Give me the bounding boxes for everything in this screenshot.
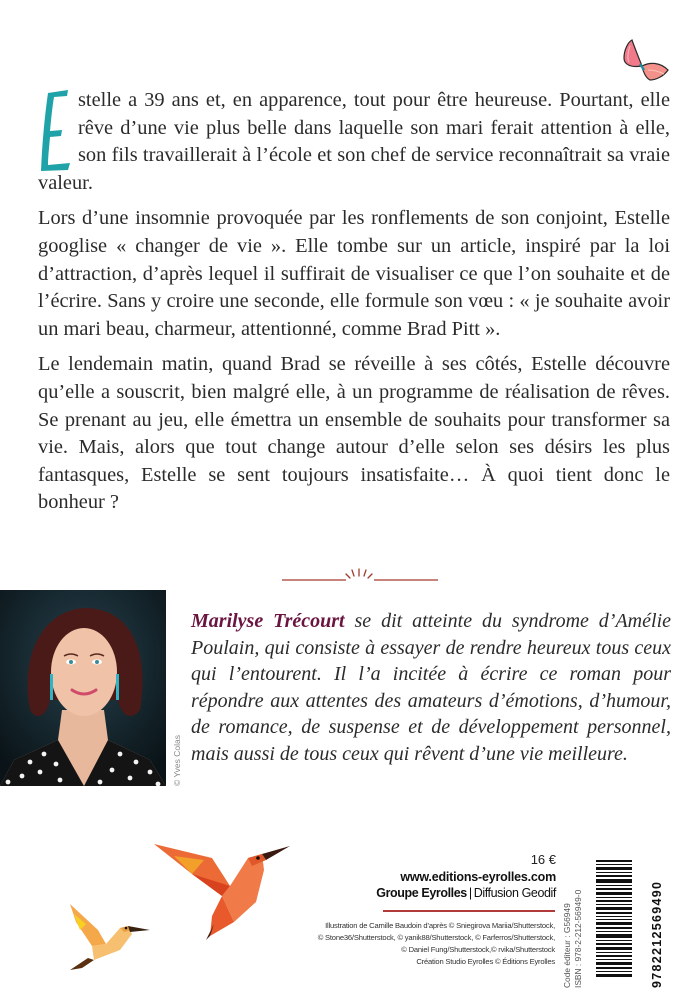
isbn-number: ISBN : 978-2-212-56949-0 xyxy=(573,889,583,988)
author-bio xyxy=(191,608,671,767)
blurb-paragraph-1-text: stelle a 39 ans et, en apparence, tout pour être heureuse. Pourtant, elle rêve d’une vie plus belle dans laquelle son mari ferait attention à elle, son fils travaillerait à l’école et son chef de service reconnaîtrait sa vraie valeur. xyxy=(38,89,670,194)
publisher-line xyxy=(360,886,556,900)
price: 16 € xyxy=(530,852,556,867)
distribution: Diffusion Geodif xyxy=(473,886,556,900)
blurb-paragraph xyxy=(38,87,670,197)
barcode-icon xyxy=(596,860,632,978)
blurb-paragraph: Le lendemain matin, quand Brad se réveille à ses côtés, Estelle découvre qu’elle a souscrit, bien malgré elle, à un programme de réalisation de rêves. Se prenant au jeu, elle émettra un ensemble de souhaits pour transformer sa vie. Mais, alors que tout change autour d’elle selon ses désirs les plus fantasques, Estelle se sent toujours insatisfaite… À quoi tient donc le bonheur ? xyxy=(38,353,670,514)
isbn-code-block xyxy=(562,838,584,988)
author-bio-text: se dit atteinte du syndrome d’Amélie Poulain, qui consiste à essayer de rendre heureux tous ceux qui l’entourent. Il l’a incitée à écrire ce roman pour répondre aux attentes des amateurs d’émotions, d’humour, de romance, de suspense et de développement personnel, mais aussi de tous ceux qui rêvent d’une vie meilleure. xyxy=(191,610,671,765)
credit-line: © Stone36/Shutterstock, © yanik88/Shutterstock, © Farferros/Shutterstock, xyxy=(317,933,555,942)
back-cover-blurb xyxy=(38,87,670,525)
credit-line: © Daniel Fung/Shutterstock,© rvika/Shutterstock xyxy=(401,945,555,954)
dropcap-letter xyxy=(38,87,74,169)
credit-line: Création Studio Eyrolles © Éditions Eyrolles xyxy=(416,957,555,966)
ornament-divider-icon xyxy=(280,568,440,586)
hummingbird-large-icon xyxy=(152,836,292,941)
photo-credit: © Yves Colas xyxy=(172,735,182,786)
divider-rule xyxy=(383,910,555,912)
hummingbird-small-icon xyxy=(64,900,150,972)
publisher-group: Groupe Eyrolles xyxy=(376,886,467,900)
credit-line: Illustration de Camille Baudoin d’après © Sniegirova Mariia/Shutterstock, xyxy=(325,921,555,930)
publisher-website: www.editions-eyrolles.com xyxy=(400,870,556,884)
butterfly-icon xyxy=(620,36,672,84)
author-name: Marilyse Trécourt xyxy=(191,610,345,632)
blurb-paragraph: Lors d’une insomnie provoquée par les ronflements de son conjoint, Estelle googlise « changer de vie ». Elle tombe sur un article, inspiré par la loi d’attraction, d’après lequel il suffirait de visualiser ce que l’on souhaite et de l’écrire. Sans y croire une seconde, elle formule son vœu : « je souhaite avoir un mari beau, charmeur, attentionné, comme Brad Pitt ». xyxy=(38,207,670,340)
code-editeur: Code éditeur : G56949 xyxy=(562,903,572,988)
author-photo xyxy=(0,590,166,786)
barcode-digits: 9782212569490 xyxy=(650,880,664,988)
illustration-credits xyxy=(310,920,555,968)
publisher-separator: | xyxy=(468,886,472,900)
